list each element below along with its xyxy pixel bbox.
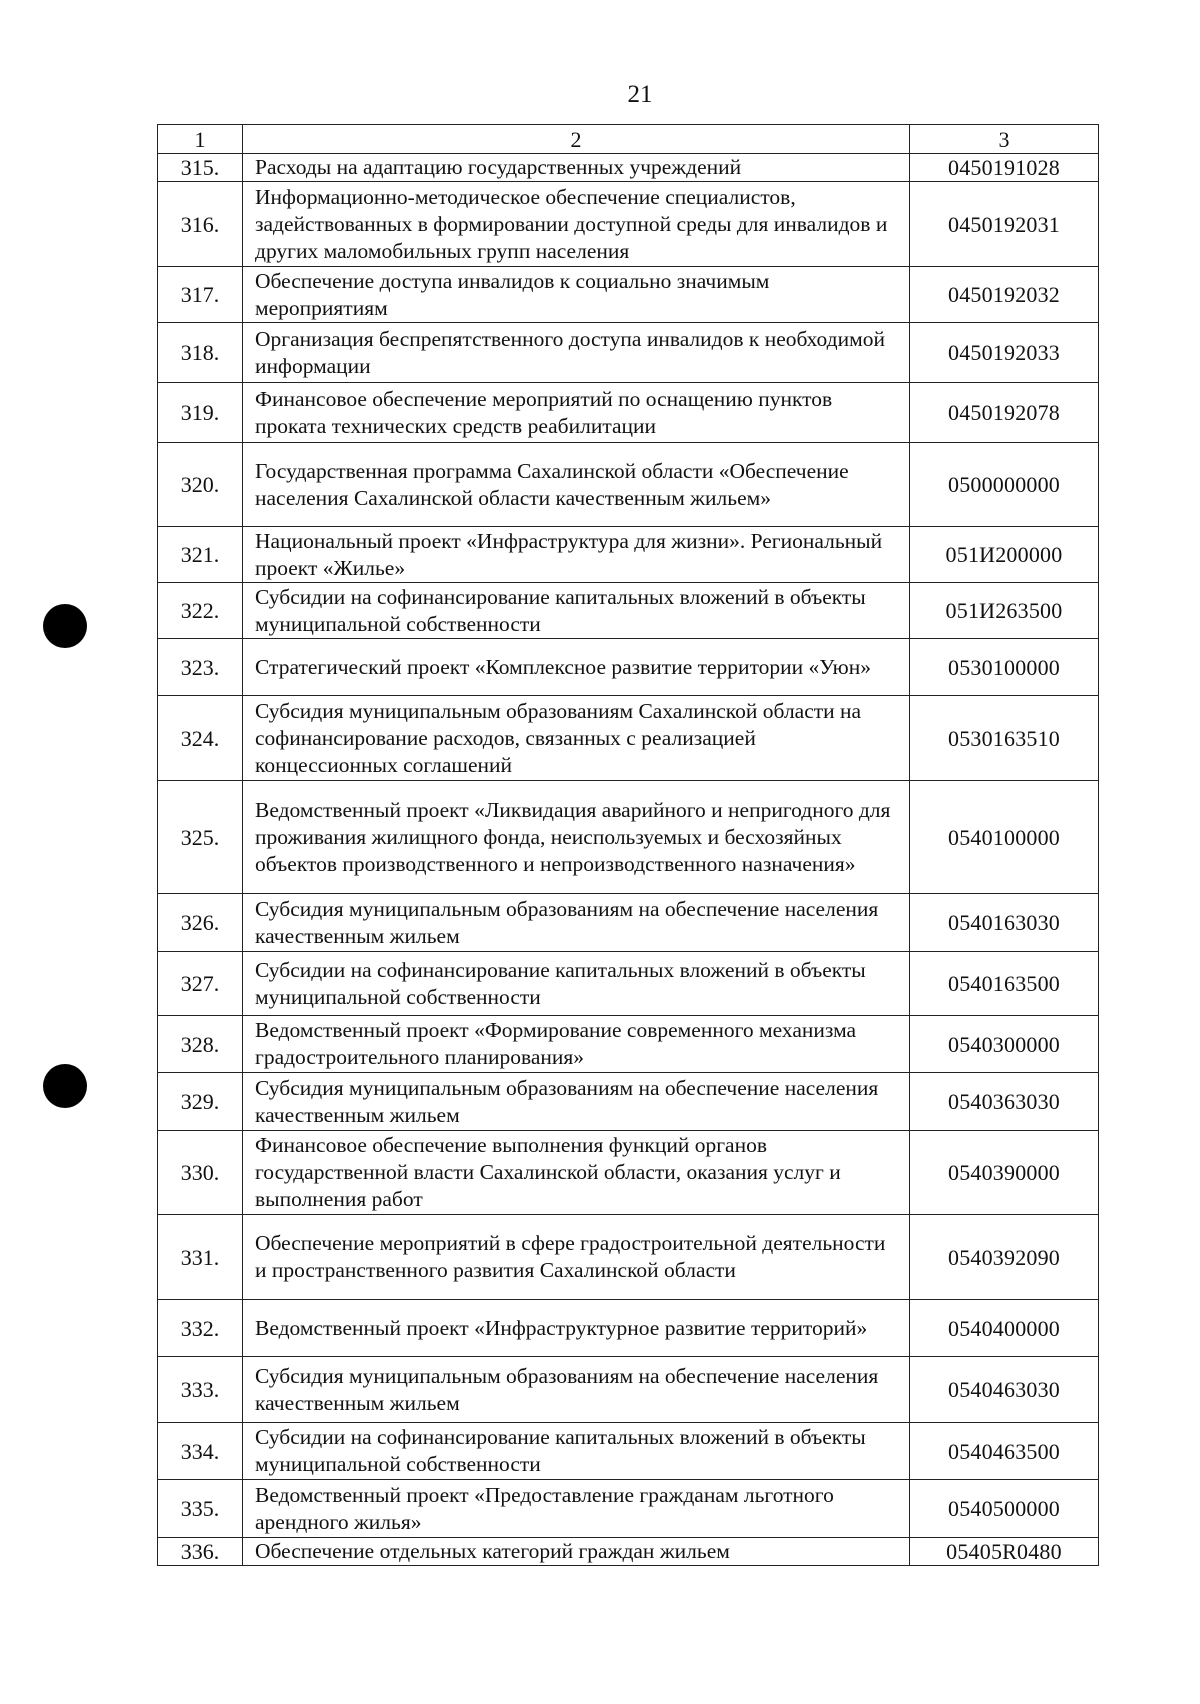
table-row [158,1300,1099,1357]
table-row [158,1073,1099,1131]
table-row [158,781,1099,894]
row-name-cell: Субсидия муниципальным образованиям на обеспечение населения качественным жильем [243,1073,910,1131]
row-name-cell: Расходы на адаптацию государственных учреждений [243,154,910,182]
table-row [158,267,1099,323]
column-header-code: 3 [910,125,1099,154]
row-number-cell: 326. [158,894,243,952]
row-number-cell: 333. [158,1357,243,1423]
row-name-cell: Информационно-методическое обеспечение специалистов, задействованных в формировании доступной среды для инвалидов и других маломобильных групп населения [243,182,910,267]
row-code-cell: 0540100000 [910,781,1099,894]
table-row [158,894,1099,952]
row-code-cell: 0540390000 [910,1131,1099,1215]
row-name-cell: Стратегический проект «Комплексное развитие территории «Уюн» [243,639,910,696]
punch-hole-mark [43,1064,87,1108]
row-number-cell: 332. [158,1300,243,1357]
row-number-cell: 323. [158,639,243,696]
row-code-cell: 0540392090 [910,1215,1099,1300]
row-code-cell: 051И263500 [910,583,1099,639]
row-name-cell: Финансовое обеспечение мероприятий по оснащению пунктов проката технических средств реабилитации [243,383,910,443]
row-name-cell: Обеспечение мероприятий в сфере градостроительной деятельности и пространственного развития Сахалинской области [243,1215,910,1300]
column-header-name: 2 [243,125,910,154]
row-number-cell: 316. [158,182,243,267]
row-code-cell: 0450192078 [910,383,1099,443]
row-name-cell: Ведомственный проект «Ликвидация аварийного и непригодного для проживания жилищного фонда, неиспользуемых и бесхозяйных объектов производственного и непроизводственного назначения» [243,781,910,894]
row-number-cell: 324. [158,696,243,781]
row-number-cell: 328. [158,1016,243,1073]
row-code-cell: 05405R0480 [910,1538,1099,1566]
row-name-cell: Субсидия муниципальным образованиям на обеспечение населения качественным жильем [243,1357,910,1423]
row-number-cell: 325. [158,781,243,894]
row-code-cell: 0540363030 [910,1073,1099,1131]
table-row [158,1215,1099,1300]
row-name-cell: Национальный проект «Инфраструктура для жизни». Региональный проект «Жилье» [243,527,910,583]
table-row [158,1357,1099,1423]
budget-codes-table [157,124,1099,1566]
row-code-cell: 0450192031 [910,182,1099,267]
row-code-cell: 0530100000 [910,639,1099,696]
table-row [158,639,1099,696]
row-code-cell: 0540463030 [910,1357,1099,1423]
row-name-cell: Финансовое обеспечение выполнения функций органов государственной власти Сахалинской области, оказания услуг и выполнения работ [243,1131,910,1215]
row-code-cell: 0540400000 [910,1300,1099,1357]
row-name-cell: Субсидии на софинансирование капитальных вложений в объекты муниципальной собственности [243,583,910,639]
table-row [158,323,1099,383]
table-row [158,1131,1099,1215]
table-row [158,1480,1099,1538]
table-row [158,583,1099,639]
row-name-cell: Субсидии на софинансирование капитальных вложений в объекты муниципальной собственности [243,952,910,1016]
table-row [158,952,1099,1016]
row-number-cell: 322. [158,583,243,639]
page-number: 21 [627,81,653,108]
row-number-cell: 329. [158,1073,243,1131]
row-number-cell: 317. [158,267,243,323]
table-header-row [158,125,1099,154]
table-row [158,154,1099,182]
table-row [158,443,1099,527]
row-code-cell: 0540500000 [910,1480,1099,1538]
table-row [158,527,1099,583]
table-row [158,383,1099,443]
row-number-cell: 315. [158,154,243,182]
row-code-cell: 0540463500 [910,1423,1099,1480]
row-number-cell: 327. [158,952,243,1016]
row-name-cell: Организация беспрепятственного доступа инвалидов к необходимой информации [243,323,910,383]
row-code-cell: 0450192032 [910,267,1099,323]
row-code-cell: 0450192033 [910,323,1099,383]
row-number-cell: 330. [158,1131,243,1215]
row-name-cell: Ведомственный проект «Инфраструктурное развитие территорий» [243,1300,910,1357]
row-number-cell: 319. [158,383,243,443]
row-code-cell: 0500000000 [910,443,1099,527]
row-name-cell: Государственная программа Сахалинской области «Обеспечение населения Сахалинской области качественным жильем» [243,443,910,527]
row-code-cell: 051И200000 [910,527,1099,583]
row-name-cell: Субсидия муниципальным образованиям на обеспечение населения качественным жильем [243,894,910,952]
row-number-cell: 331. [158,1215,243,1300]
row-name-cell: Ведомственный проект «Формирование современного механизма градостроительного планирования» [243,1016,910,1073]
table-row [158,182,1099,267]
row-code-cell: 0450191028 [910,154,1099,182]
row-code-cell: 0540300000 [910,1016,1099,1073]
row-name-cell: Обеспечение доступа инвалидов к социально значимым мероприятиям [243,267,910,323]
punch-hole-mark [43,604,87,648]
column-header-number: 1 [158,125,243,154]
row-number-cell: 318. [158,323,243,383]
table-row [158,1423,1099,1480]
row-name-cell: Обеспечение отдельных категорий граждан жильем [243,1538,910,1566]
row-name-cell: Ведомственный проект «Предоставление гражданам льготного арендного жилья» [243,1480,910,1538]
table-row [158,696,1099,781]
table-row [158,1016,1099,1073]
row-code-cell: 0540163030 [910,894,1099,952]
row-code-cell: 0540163500 [910,952,1099,1016]
row-number-cell: 335. [158,1480,243,1538]
row-number-cell: 334. [158,1423,243,1480]
row-number-cell: 320. [158,443,243,527]
table-row [158,1538,1099,1566]
row-number-cell: 336. [158,1538,243,1566]
row-name-cell: Субсидии на софинансирование капитальных вложений в объекты муниципальной собственности [243,1423,910,1480]
row-code-cell: 0530163510 [910,696,1099,781]
row-name-cell: Субсидия муниципальным образованиям Сахалинской области на софинансирование расходов, связанных с реализацией концессионных соглашений [243,696,910,781]
row-number-cell: 321. [158,527,243,583]
